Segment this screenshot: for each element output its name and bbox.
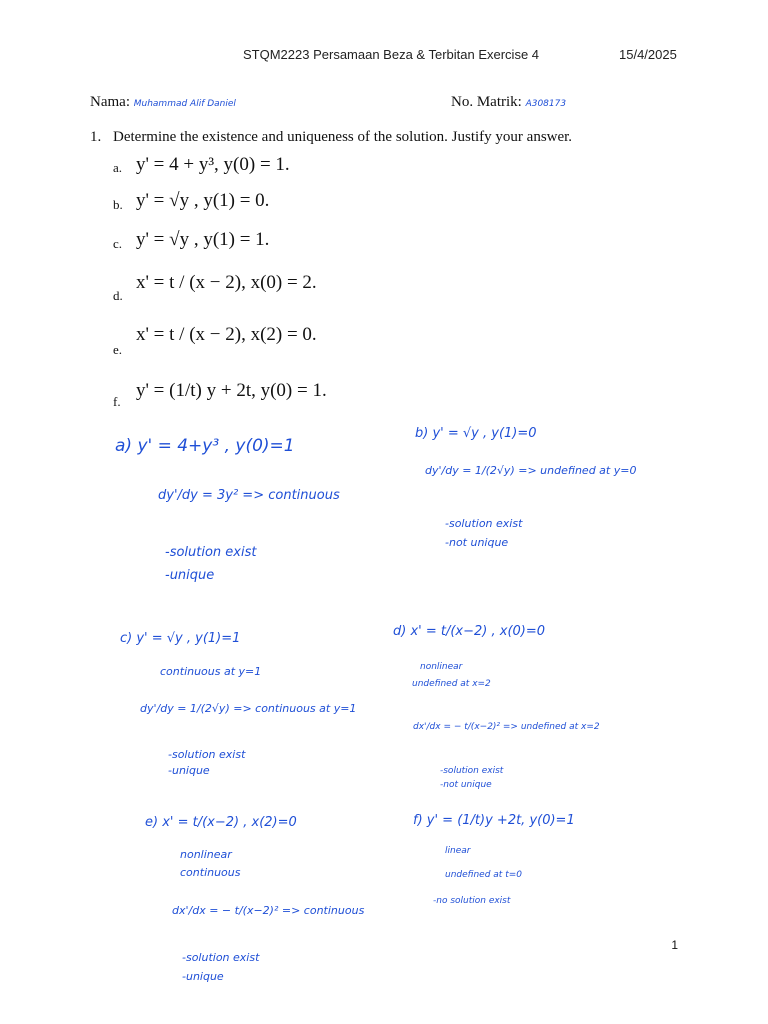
part-b-equation: y' = √y , y(1) = 0. bbox=[136, 190, 270, 211]
name-label: Nama: bbox=[90, 94, 130, 110]
answer-c-line2: -unique bbox=[168, 764, 210, 777]
answer-b-title: b) y' = √y , y(1)=0 bbox=[415, 426, 537, 441]
part-d-equation: x' = t / (x − 2), x(0) = 2. bbox=[136, 272, 317, 293]
part-a-label: a. bbox=[113, 160, 123, 175]
answer-c-line1: -solution exist bbox=[168, 748, 246, 761]
answer-f-line1: -no solution exist bbox=[433, 896, 511, 906]
answer-a-line2: -unique bbox=[165, 568, 215, 583]
answer-b-line1: -solution exist bbox=[445, 517, 523, 530]
part-c-equation: y' = √y , y(1) = 1. bbox=[136, 229, 270, 250]
answer-e-line1: -solution exist bbox=[182, 951, 260, 964]
question-text: Determine the existence and uniqueness of the solution. Justify your answer. bbox=[113, 129, 573, 145]
answer-d-line2: -not unique bbox=[440, 780, 492, 790]
answer-d-note2: undefined at x=2 bbox=[412, 679, 491, 689]
answer-d-note1: nonlinear bbox=[420, 662, 463, 672]
question-number: 1. bbox=[90, 129, 102, 145]
answer-a-title: a) y' = 4+y³ , y(0)=1 bbox=[115, 436, 295, 456]
answer-d-derivative: dx'/dx = − t/(x−2)² => undefined at x=2 bbox=[413, 722, 600, 732]
answer-e-note2: continuous bbox=[180, 866, 241, 879]
part-a-equation: y' = 4 + y³, y(0) = 1. bbox=[136, 154, 290, 175]
answer-d-title: d) x' = t/(x−2) , x(0)=0 bbox=[393, 624, 546, 639]
answer-f-title: f) y' = (1/t)y +2t, y(0)=1 bbox=[413, 813, 575, 828]
answer-d-line1: -solution exist bbox=[440, 766, 504, 776]
answer-c-title: c) y' = √y , y(1)=1 bbox=[120, 631, 241, 646]
answer-e-title: e) x' = t/(x−2) , x(2)=0 bbox=[145, 815, 297, 830]
header-date: 15/4/2025 bbox=[619, 47, 677, 62]
part-e-label: e. bbox=[113, 342, 123, 357]
answer-a-derivative: dy'/dy = 3y² => continuous bbox=[158, 488, 340, 503]
part-f-equation: y' = (1/t) y + 2t, y(0) = 1. bbox=[136, 380, 327, 401]
header-course: STQM2223 Persamaan Beza & Terbitan Exercise 4 bbox=[243, 47, 540, 62]
name-value: Muhammad Alif Daniel bbox=[133, 99, 236, 109]
answer-e-derivative: dx'/dx = − t/(x−2)² => continuous bbox=[172, 904, 365, 917]
answer-e-note1: nonlinear bbox=[180, 848, 232, 861]
part-b-label: b. bbox=[113, 197, 123, 212]
answer-c-note: continuous at y=1 bbox=[160, 665, 262, 678]
answer-c-derivative: dy'/dy = 1/(2√y) => continuous at y=1 bbox=[140, 702, 357, 715]
matric-label: No. Matrik: bbox=[451, 94, 522, 110]
answer-b-line2: -not unique bbox=[445, 536, 509, 549]
matric-value: A308173 bbox=[525, 99, 567, 109]
part-e-equation: x' = t / (x − 2), x(2) = 0. bbox=[136, 324, 317, 345]
name-row bbox=[90, 94, 236, 111]
page-number: 1 bbox=[671, 938, 678, 952]
part-f-label: f. bbox=[113, 394, 121, 409]
part-c-label: c. bbox=[113, 236, 123, 251]
matric-row bbox=[451, 94, 566, 111]
answer-b-derivative: dy'/dy = 1/(2√y) => undefined at y=0 bbox=[425, 464, 637, 477]
part-d-label: d. bbox=[113, 288, 123, 303]
answer-f-note2: undefined at t=0 bbox=[445, 870, 522, 880]
answer-a-line1: -solution exist bbox=[165, 545, 257, 560]
answer-f-note1: linear bbox=[445, 846, 471, 856]
answer-e-line2: -unique bbox=[182, 970, 224, 983]
